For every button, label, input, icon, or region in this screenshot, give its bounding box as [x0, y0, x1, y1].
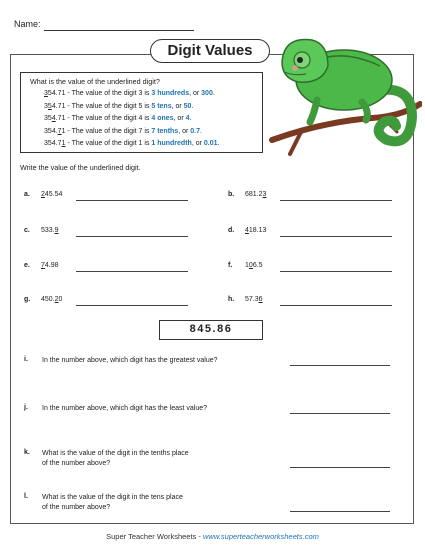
digit: 5 — [47, 90, 52, 97]
item-number — [41, 227, 59, 234]
underlined-digit: 2 — [41, 191, 45, 198]
footer — [0, 532, 425, 541]
digit: 18.13 — [248, 227, 267, 234]
answer-line[interactable] — [76, 271, 188, 272]
digit: 45.54 — [44, 191, 63, 198]
example-number — [44, 128, 65, 135]
question-text — [42, 404, 207, 414]
underlined-digit: 6 — [258, 296, 263, 303]
example-text: - The value of the digit 1 is — [65, 140, 152, 147]
digit: 3 — [44, 140, 48, 147]
underlined-digit: 3 — [44, 90, 48, 97]
example-line — [44, 115, 191, 122]
digit: 4 — [51, 102, 56, 110]
digit: 5 — [47, 115, 52, 122]
answer-line[interactable] — [76, 200, 188, 201]
underlined-digit: 4 — [51, 115, 56, 122]
example-text: , or — [171, 102, 184, 110]
digit: . — [55, 115, 58, 122]
question-text — [42, 356, 218, 366]
question-line-1: What is the value of the digit in the tenths place — [42, 450, 189, 457]
item-letter: a. — [24, 191, 30, 198]
digit: 4 — [51, 140, 56, 147]
item-letter: h. — [228, 296, 235, 303]
underlined-digit: 7 — [57, 127, 62, 135]
item-letter: g. — [24, 296, 31, 303]
example-text: - The value of the digit 3 is — [65, 90, 152, 97]
answer-line[interactable] — [280, 271, 392, 272]
page-title: Digit Values — [150, 39, 270, 63]
digit: 681.2 — [245, 191, 263, 198]
digit: 4 — [51, 90, 56, 97]
example-number — [44, 103, 65, 110]
underlined-digit: 2 — [54, 296, 59, 303]
answer-line[interactable] — [290, 413, 390, 414]
example-place-value: 1 hundredth — [151, 140, 192, 147]
question-line-2: of the number above? — [42, 459, 111, 467]
digit: 3 — [44, 102, 48, 110]
digit: . — [55, 102, 58, 110]
example-value: 0.01 — [203, 140, 218, 147]
digit: 7 — [57, 140, 62, 147]
underlined-digit: 4 — [245, 227, 249, 234]
example-number — [44, 90, 65, 97]
digit: 1 — [61, 115, 66, 122]
digit: 7 — [57, 115, 62, 122]
answer-line[interactable] — [280, 200, 392, 201]
example-text: . — [217, 140, 220, 147]
digit: 533. — [41, 227, 55, 234]
question-line-1: In the number above, which digit has the least value? — [42, 405, 207, 412]
item-letter: b. — [228, 191, 235, 198]
name-label: Name: — [14, 19, 41, 29]
digit: . — [55, 90, 58, 97]
example-text: , or — [173, 115, 186, 122]
example-text: , or — [191, 140, 204, 147]
digit: 5 — [47, 140, 52, 147]
answer-line[interactable] — [290, 511, 390, 512]
item-number — [41, 296, 62, 303]
item-number — [245, 227, 266, 234]
digit: 0 — [58, 296, 63, 303]
footer-brand: Super Teacher Worksheets - — [106, 532, 203, 541]
example-text: . — [200, 127, 202, 135]
question-letter: k. — [24, 449, 30, 456]
digit: 1 — [61, 102, 66, 110]
question-letter: i. — [24, 356, 28, 363]
example-number — [44, 140, 65, 147]
answer-line[interactable] — [76, 305, 188, 306]
chameleon-illustration — [262, 22, 422, 162]
item-number — [245, 262, 263, 269]
question-line-2: of the number above? — [42, 503, 111, 511]
question-text — [42, 493, 183, 512]
answer-line[interactable] — [290, 467, 390, 468]
answer-line[interactable] — [290, 365, 390, 366]
digit: 57.3 — [245, 296, 259, 303]
item-number — [245, 191, 266, 198]
item-number — [245, 296, 263, 303]
underlined-digit: 1 — [61, 140, 66, 147]
example-value: 4 — [185, 115, 190, 122]
underlined-digit: 7 — [41, 262, 45, 269]
example-value: 50 — [183, 102, 192, 110]
example-text: - The value of the digit 7 is — [65, 127, 152, 135]
example-place-value: 7 tenths — [151, 127, 179, 135]
example-text: , or — [178, 127, 191, 135]
number-above-box: 845.86 — [159, 320, 263, 340]
answer-line[interactable] — [280, 236, 392, 237]
question-text — [42, 449, 189, 468]
example-line — [44, 103, 193, 110]
question-letter: j. — [24, 404, 28, 411]
digit: 7 — [57, 90, 62, 97]
digit: 3 — [44, 115, 48, 122]
item-number — [41, 191, 62, 198]
example-number — [44, 115, 65, 122]
example-line — [44, 140, 219, 147]
digit: . — [55, 140, 58, 147]
digit: . — [55, 127, 58, 135]
name-line[interactable] — [44, 30, 194, 31]
underlined-digit: 3 — [262, 191, 267, 198]
example-text: , or — [189, 90, 202, 97]
item-letter: c. — [24, 227, 30, 234]
example-text: . — [212, 90, 215, 97]
item-letter: f. — [228, 262, 233, 269]
item-letter: d. — [228, 227, 235, 234]
example-place-value: 4 ones — [151, 115, 174, 122]
digit: 1 — [61, 127, 66, 135]
example-value: 300 — [201, 90, 213, 97]
example-place-value: 3 hundreds — [151, 90, 190, 97]
underlined-digit: 0 — [248, 262, 253, 269]
question-letter: l. — [24, 493, 28, 500]
example-text: . — [189, 115, 192, 122]
underlined-digit: 5 — [47, 102, 52, 110]
item-number — [41, 262, 59, 269]
example-value: 0.7 — [190, 127, 200, 135]
example-text: - The value of the digit 5 is — [65, 102, 152, 110]
question-line-1: What is the value of the digit in the tens place — [42, 494, 183, 501]
underlined-digit: 9 — [54, 227, 59, 234]
digit: 1 — [245, 262, 249, 269]
digit: 5 — [47, 127, 52, 135]
digit: 7 — [57, 102, 62, 110]
example-text: - The value of the digit 4 is — [65, 115, 152, 122]
item-letter: e. — [24, 262, 30, 269]
instructions: Write the value of the underlined digit. — [20, 163, 141, 172]
example-line — [44, 90, 215, 97]
digit: 6.5 — [252, 262, 263, 269]
example-text: . — [191, 102, 194, 110]
digit: 450. — [41, 296, 55, 303]
example-question: What is the value of the underlined digit? — [30, 77, 160, 86]
question-line-1: In the number above, which digit has the greatest value? — [42, 357, 218, 364]
example-line — [44, 128, 202, 135]
example-place-value: 5 tens — [151, 102, 172, 110]
digit: 4 — [51, 127, 56, 135]
answer-line[interactable] — [280, 305, 392, 306]
digit: 1 — [61, 90, 66, 97]
answer-line[interactable] — [76, 236, 188, 237]
footer-url[interactable]: www.superteacherworksheets.com — [202, 532, 319, 541]
digit: 4.98 — [44, 262, 59, 269]
digit: 3 — [44, 127, 48, 135]
